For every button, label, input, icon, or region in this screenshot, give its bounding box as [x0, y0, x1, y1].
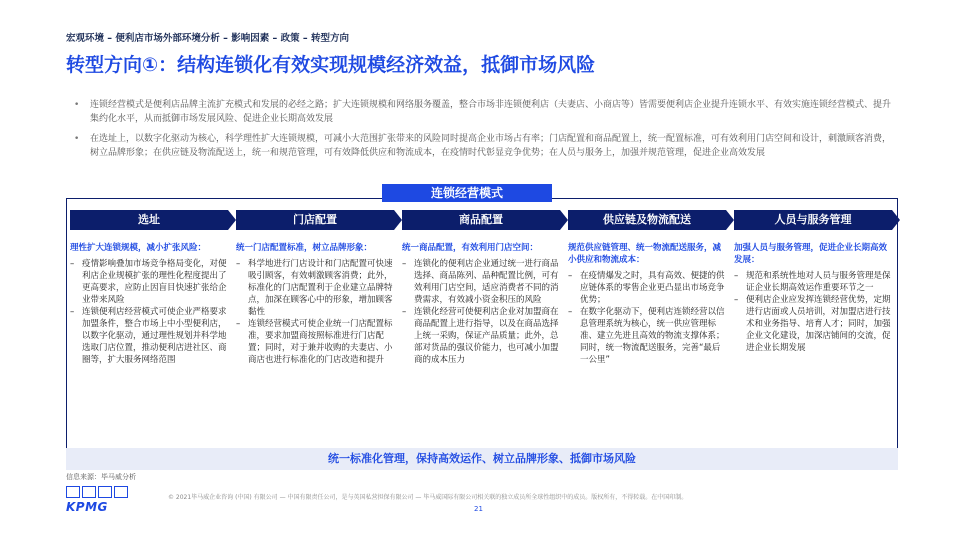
intro-bullet-list [72, 98, 892, 166]
intro-bullet: • 连锁经营模式是便利店品牌主流扩充模式和发展的必经之路；扩大连锁规模和网络服务覆盖，整合市场非连锁便利店（夫妻店、小商店等）皆需要便利店企业提升连锁水平、有效实施连锁经营模式、提升集约化水平，从而抵御市场发展风险、促进企业长期高效发展 [72, 98, 892, 126]
logo-text: KPMG [66, 500, 108, 514]
column-item: – 疫情影响叠加市场竞争格局变化，对便利店企业规模扩张的理性化程度提出了更高要求，应防止因盲目快速扩张给企业带来风险 [70, 258, 228, 306]
column-subtitle: 规范供应链管理、统一物流配送服务，减小供应和物流成本： [568, 243, 722, 265]
column-item: – 连锁化的便利店企业通过统一进行商品选择、商品陈列、品种配置比例，可有效利用门店空间，适应消费者不同的消费需求，有效减小资金积压的风险 [402, 258, 560, 306]
column-people-service [734, 210, 892, 354]
page-number: 21 [474, 505, 483, 513]
column-header: 选址 [70, 210, 228, 230]
column-subtitle: 加强人员与服务管理，促进企业长期高效发展： [734, 243, 888, 265]
intro-bullet: • 在选址上，以数字化驱动为核心，科学理性扩大连锁规模，可减小大范围扩张带来的风险同时提高企业市场占有率；门店配置和商品配置上，统一配置标准，可有效利用门店空间和设计，刺激顾客消费，树立品牌形象；在供应链及物流配送上，统一和规范管理，可有效降低供应和物流成本，在疫情时代彰显竞争优势；在人员与服务上，加强并规范管理，促进企业高效发展 [72, 132, 892, 160]
column-subtitle: 理性扩大连锁规模，减小扩张风险： [70, 243, 207, 253]
column-subtitle: 统一门店配置标准，树立品牌形象： [236, 243, 373, 253]
column-header: 供应链及物流配送 [568, 210, 726, 230]
column-item: – 在数字化驱动下，便利店连锁经营以信息管理系统为核心，统一供应管理标准、建立先进且高效的物流支撑体系；同时，统一物流配送服务，完善“最后一公里” [568, 306, 726, 366]
page-title: 转型方向①：结构连锁化有效实现规模经济效益，抵御市场风险 [66, 54, 596, 76]
column-item: – 连锁经营模式可使企业统一门店配置标准，要求加盟商按照标准进行门店配置；同时，对于兼并收购的夫妻店、小商店也进行标准化的门店改造和提升 [236, 318, 394, 366]
copyright-footer: © 2021毕马威企业咨询 (中国) 有限公司 — 中国有限责任公司，是与英国私营担保有限公司 — 毕马威国际有限公司相关联的独立成员所全球性组织中的成员。版权所有，不得转载。在中国印制。 [168, 494, 688, 501]
kpmg-logo [66, 486, 132, 514]
framework-banner: 连锁经营模式 [382, 184, 552, 202]
column-item: – 便利店企业应发挥连锁经营优势，定期进行店面或人员培训，对加盟店进行技术和业务指导、培育人才；同时，加强企业文化建设，加深店铺间的交流，促进企业长期发展 [734, 294, 892, 354]
column-store-config [236, 210, 394, 366]
breadcrumb: 宏观环境 – 便利店市场外部环境分析 – 影响因素 – 政策 – 转型方向 [66, 33, 349, 44]
column-header: 门店配置 [236, 210, 394, 230]
kpmg-logo-boxes-icon [66, 486, 132, 498]
source-note: 信息来源：毕马威分析 [66, 473, 136, 481]
column-merchandise-config [402, 210, 560, 366]
column-header: 商品配置 [402, 210, 560, 230]
column-item: – 规范和系统性地对人员与服务管理是保证企业长期高效运作重要环节之一 [734, 270, 892, 294]
column-item: – 连锁化经营可使便利店企业对加盟商在商品配置上进行指导，以及在商品选择上统一采购，保证产品质量；此外，总部对货品的强议价能力，也可减小加盟商的成本压力 [402, 306, 560, 366]
summary-bar: 统一标准化管理，保持高效运作、树立品牌形象、抵御市场风险 [66, 448, 898, 470]
column-supply-chain [568, 210, 726, 366]
column-header: 人员与服务管理 [734, 210, 892, 230]
column-subtitle: 统一商品配置，有效利用门店空间： [402, 243, 539, 253]
column-item: – 科学地进行门店设计和门店配置可快速吸引顾客，有效刺激顾客消费；此外，标准化的门店配置利于企业建立品牌特点，加深在顾客心中的形象，增加顾客黏性 [236, 258, 394, 318]
column-site-selection [70, 210, 228, 366]
column-item: – 连锁便利店经营模式可使企业严格要求加盟条件，整合市场上中小型便利店，以数字化驱动，通过理性规划并科学地选取门店位置，推动便利店进社区、商圈等，扩大服务网络范围 [70, 306, 228, 366]
column-item: – 在疫情爆发之时，具有高效、便捷的供应链体系的零售企业更凸显出市场竞争优势； [568, 270, 726, 306]
